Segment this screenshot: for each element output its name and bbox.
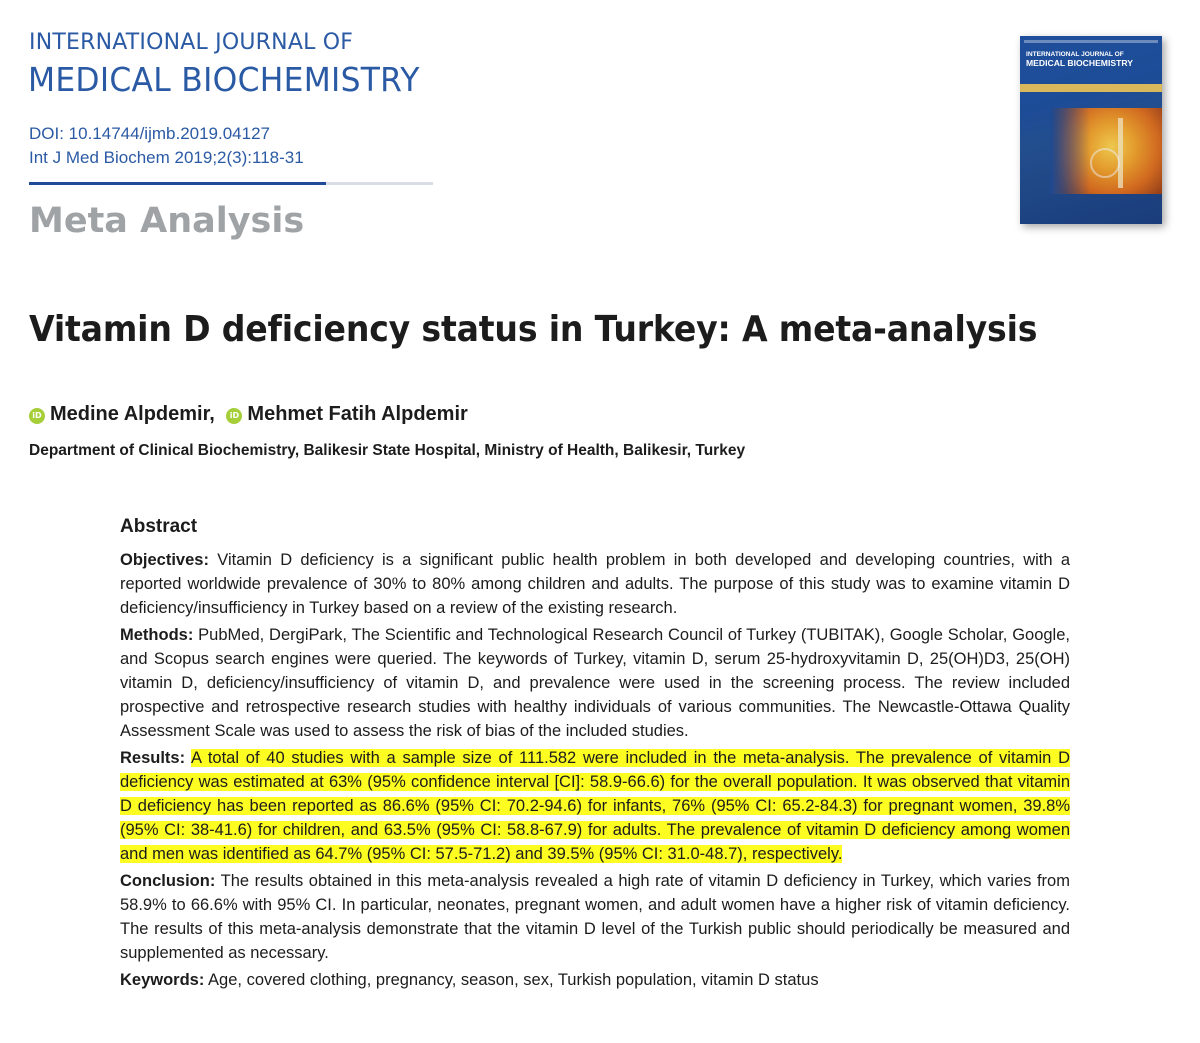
journal-name-line2: MEDICAL BIOCHEMISTRY — [28, 60, 420, 99]
doi-link[interactable]: DOI: 10.14744/ijmb.2019.04127 — [29, 124, 271, 143]
cover-flask-shape — [1090, 148, 1120, 178]
abstract-keywords — [120, 968, 1070, 992]
results-text-highlighted: A total of 40 studies with a sample size of 111.582 were included in the meta-analysis. The prevalence of vitamin D deficiency was estimated at 63% (95% confidence interval [CI]: 58.9-66.6) for the overall population. It was observed that vitamin D deficiency has been reported as 86.6% (95% CI: 70.2-94.6) for infants, 76% (95% CI: 65.2-84.3) for pregnant women, 39.8% (95% CI: 38-41.6) for children, and 63.5% (95% CI: 58.8-67.9) for adults. The prevalence of vitamin D deficiency among women and men was identified as 64.7% (95% CI: 57.5-71.2) and 39.5% (95% CI: 31.0-48.7), respectively. — [120, 749, 1070, 863]
abstract-methods — [120, 623, 1070, 743]
conclusion-text: The results obtained in this meta-analysis revealed a high rate of vitamin D deficiency in Turkey, which varies from 58.9% to 66.6% with 95% CI. In particular, neonates, pregnant women, and adult women have a higher risk of vitamin deficiency. The results of this meta-analysis demonstrate that the vitamin D level of the Turkish public should periodically be measured and supplemented as necessary. — [120, 872, 1070, 962]
abstract-conclusion — [120, 869, 1070, 965]
journal-cover-image — [1020, 36, 1162, 224]
journal-name-line1: INTERNATIONAL JOURNAL OF — [29, 30, 354, 55]
article-type-label: Meta Analysis — [29, 201, 305, 241]
cover-pipette-shape — [1118, 118, 1123, 188]
cover-title — [1026, 52, 1158, 68]
cover-title-line1: INTERNATIONAL JOURNAL OF — [1026, 51, 1124, 58]
methods-text: PubMed, DergiPark, The Scientific and Technological Research Council of Turkey (TUBITAK), Google Scholar, Google, and Scopus search engines were queried. The keywords of Turkey, vitamin D, serum 25-hydroxyvitamin D, 25(OH)D3, 25(OH) vitamin D, deficiency/insufficiency of vitamin D, and prevalence were used in the screening process. The review included prospective and retrospective research studies with healthy individuals of various communities. The Newcastle-Ottawa Quality Assessment Scale was used to assess the risk of bias of the included studies. — [120, 626, 1070, 740]
abstract-results — [120, 746, 1070, 866]
abstract-heading: Abstract — [120, 516, 198, 537]
citation-text: Int J Med Biochem 2019;2(3):118-31 — [29, 148, 304, 167]
author-affiliation: Department of Clinical Biochemistry, Balikesir State Hospital, Ministry of Health, Balikesir, Turkey — [29, 442, 746, 459]
orcid-icon[interactable]: iD — [29, 408, 45, 424]
keywords-text: Age, covered clothing, pregnancy, season, sex, Turkish population, vitamin D status — [208, 971, 819, 989]
header-divider — [29, 182, 433, 185]
cover-top-bar — [1024, 40, 1158, 43]
cover-artwork — [1050, 108, 1162, 194]
cover-title-line2: MEDICAL BIOCHEMISTRY — [1026, 57, 1133, 68]
abstract-objectives — [120, 548, 1070, 620]
objectives-label: Objectives: — [120, 551, 209, 569]
orcid-icon[interactable]: iD — [226, 408, 242, 424]
author-name-2: Mehmet Fatih Alpdemir — [247, 403, 468, 425]
methods-label: Methods: — [120, 626, 194, 644]
conclusion-label: Conclusion: — [120, 872, 216, 890]
cover-band — [1020, 84, 1162, 92]
author-list — [29, 403, 474, 426]
abstract-section — [120, 516, 1070, 995]
objectives-text: Vitamin D deficiency is a significant public health problem in both developed and developing countries, with a reported worldwide prevalence of 30% to 80% among children and adults. The purpose of this study was to examine vitamin D deficiency/insufficiency in Turkey based on a review of the existing research. — [120, 551, 1070, 617]
author-name-1: Medine Alpdemir, — [50, 403, 215, 425]
results-label: Results: — [120, 749, 186, 767]
article-title: Vitamin D deficiency status in Turkey: A meta-analysis — [29, 309, 1038, 350]
keywords-label: Keywords: — [120, 971, 205, 989]
doi-block — [29, 122, 304, 170]
